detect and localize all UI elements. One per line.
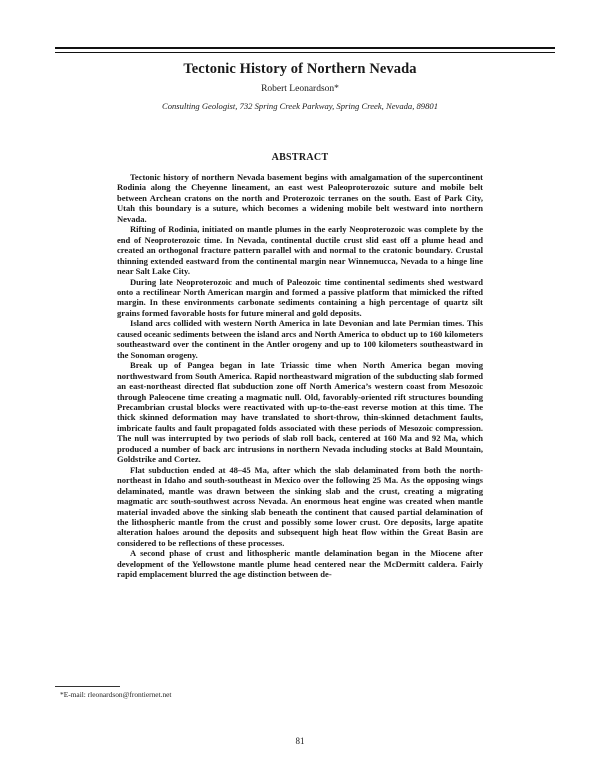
header-rule-thick xyxy=(55,47,555,49)
footnote-email: *E-mail: rleonardson@frontiernet.net xyxy=(60,690,172,699)
abstract-paragraph: Break up of Pangea began in late Triassic time when North America began moving northwestward from South America. Rapid northeastward migration of the subducting slab formed an east-northeast directed flat subduction zone off North America’s western coast from Mesozoic through Paleocene time creating a magmatic null. Old, favorably-oriented rift structures bounding Precambrian crustal blocks were reactivated with up-to-the-east reverse motion at this time. The thick skinned deformation may have translated to short-throw, thin-skinned detachment faults, imbricate faults and fault propagated folds associated with these periods of Mesozoic compression. The null was interrupted by two periods of slab roll back, centered at 160 Ma and 92 Ma, which produced a number of back arc intrusions in northern Nevada including stocks at Bald Mountain, Goldstrike and Cortez. xyxy=(117,360,483,465)
abstract-paragraph: Flat subduction ended at 48–45 Ma, after which the slab delaminated from both the north-northeast in Idaho and south-southeast in Mexico over the following 25 Ma. As the opposing wings delaminated, mantle was drawn between the sinking slab and the crust, creating a migrating magmatic arc south-southwest across Nevada. An enormous heat engine was created when mantle material invaded above the sinking slab beneath the continent that caused partial delamination of the lithospheric mantle from the crust and possibly some lower crust. Ore deposits, large apatite alteration haloes around the deposits and subsequent high heat flow within the Great Basin are considered to be reflections of these processes. xyxy=(117,464,483,548)
abstract-paragraph: A second phase of crust and lithospheric mantle delamination began in the Miocene after development of the Yellowstone mantle plume head centered near the McDermitt caldera. Fairly rapid emplacement blurred the age distinction between de- xyxy=(117,548,483,580)
abstract-paragraph: Island arcs collided with western North America in late Devonian and late Permian times. This caused oceanic sediments between the island arcs and North America to obduct up to 160 kilometers southeastward over the continent in the Antler orogeny and up to 100 kilometers southeastward in the Sonoman orogeny. xyxy=(117,318,483,360)
footnote-rule xyxy=(55,686,120,687)
abstract-heading: ABSTRACT xyxy=(271,152,329,163)
abstract-paragraph: Tectonic history of northern Nevada basement begins with amalgamation of the supercontinent Rodinia along the Cheyenne lineament, an east west Paleoproterozoic suture and mobile belt between Archean cratons on the north and Proterozoic terranes on the south. East of Park City, Utah this boundary is a suture, which becomes a widening mobile belt westward into northern Nevada. xyxy=(117,172,483,224)
abstract-paragraph: During late Neoproterozoic and much of Paleozoic time continental sediments shed westward onto a rectilinear North American margin and formed a passive platform that mimicked the rifted margin. In these environments carbonate sediments containing a high percentage of quartz silt grains formed favorable hosts for future mineral and gold deposits. xyxy=(117,276,483,318)
author-name: Robert Leonardson* xyxy=(261,84,339,94)
page-number: 81 xyxy=(295,736,305,746)
header-rule-thin xyxy=(55,52,555,53)
abstract-paragraph: Rifting of Rodinia, initiated on mantle plumes in the early Neoproterozoic was complete by the end of Neoproterozoic time. In Nevada, continental ductile crust slid east off a plume head and created an orthogonal fracture pattern parallel with and normal to the cratonic boundary. Crustal thinning extended eastward from the continental margin near Winnemucca, Nevada to a hinge line near Salt Lake City. xyxy=(117,224,483,277)
paper-title: Tectonic History of Northern Nevada xyxy=(183,61,417,77)
abstract-body xyxy=(117,172,483,580)
author-affiliation: Consulting Geologist, 732 Spring Creek Parkway, Spring Creek, Nevada, 89801 xyxy=(161,101,438,111)
